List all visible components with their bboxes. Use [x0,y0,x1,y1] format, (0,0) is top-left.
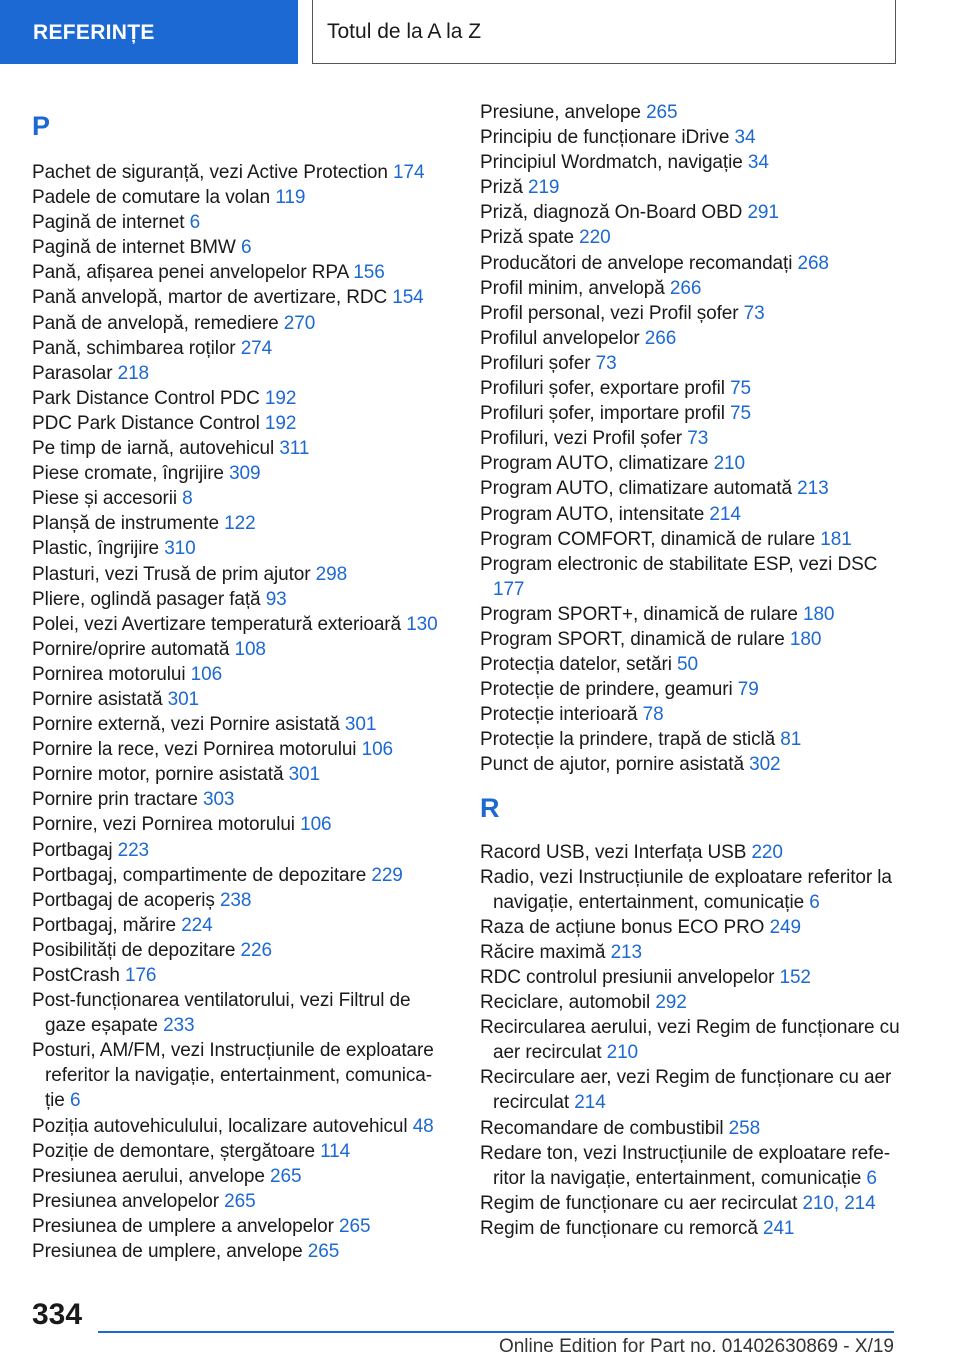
index-entry [32,913,442,938]
page-link[interactable]: 78 [642,704,664,726]
page-link[interactable]: 34 [747,152,769,174]
index-entry [480,225,900,250]
index-entry [32,210,442,235]
index-entry [480,940,900,965]
entry-text: Piese cromate, îngrijire [32,463,224,485]
index-entry [32,787,442,812]
index-entry [480,326,900,351]
page-link[interactable]: 213 [797,478,829,500]
edition-note: Online Edition for Part no. 01402630869 - X/19 [498,1336,894,1357]
entry-text: Protecție de prindere, geamuri [480,679,733,701]
entry-text: Park Distance Control PDC [32,387,260,409]
page-link[interactable]: 265 [307,1241,340,1263]
index-entry [480,451,900,476]
index-entry [480,990,900,1015]
page-link[interactable]: 268 [797,252,829,274]
page-link[interactable]: 75 [730,378,751,400]
page-link[interactable]: 223 [117,839,150,861]
entry-text: Profilul anvelopelor [480,327,640,349]
index-column-left [32,100,442,1264]
page-link[interactable]: 265 [646,102,678,123]
entry-text: Program COMFORT, dinamică de rulare [480,528,816,550]
index-letter-r: R [480,792,500,823]
page-link[interactable]: 233 [163,1015,195,1037]
index-entry [32,361,442,386]
index-entry [480,301,900,326]
index-entry [480,100,900,125]
page-link[interactable]: 181 [820,528,852,550]
entry-text: Pană anvelopă, martor de avertizare, RDC [32,287,388,309]
entry-text: Priză spate [480,227,574,249]
entry-text: Pe timp de iarnă, autovehicul [32,438,275,460]
page-link[interactable]: 292 [655,992,687,1014]
index-entry [32,311,442,336]
entry-text: Polei, vezi Avertizare temperatură exterioară [32,613,401,635]
entry-text: Pornire externă, vezi Pornire asistată [32,714,340,736]
index-entry [480,1116,900,1141]
entry-text: Program AUTO, climatizare [480,453,709,475]
index-entry [480,652,900,677]
index-entry [32,938,442,963]
entry-text: Program electronic de stabilitate ESP, vezi DSC [480,553,878,575]
entry-text: Recomandare de combustibil [480,1117,724,1139]
page-link[interactable]: 79 [737,679,759,701]
page-link[interactable]: 6 [809,891,820,913]
index-entry [480,175,900,200]
page-link[interactable]: 249 [769,916,801,938]
page-link[interactable]: 93 [265,588,287,610]
entry-text: Pornire, vezi Pornirea motorului [32,814,295,836]
entry-text: Presiunea de umplere a anvelopelor [32,1215,334,1237]
page-link[interactable]: 274 [240,337,273,359]
entry-text: Presiunea de umplere, anvelope [32,1241,303,1263]
entry-text: Portbagaj, mărire [32,914,177,936]
page-link[interactable]: 298 [315,563,348,585]
index-entry [32,160,442,185]
page-link[interactable]: 265 [339,1215,371,1237]
index-entry [32,461,442,486]
page-link[interactable]: 75 [730,403,751,425]
footer-divider [98,1331,894,1333]
entry-text: Presiunea aerului, anvelope [32,1165,265,1187]
index-entry [480,276,900,301]
index-entry [32,737,442,762]
page-link[interactable]: 106 [300,814,332,836]
page-link[interactable]: 301 [288,764,320,786]
page-link[interactable]: 210, 214 [802,1192,876,1214]
entry-text: Presiune, anvelope [480,102,641,123]
entry-text: Profiluri, vezi Profil șofer [480,428,683,450]
page-link[interactable]: 34 [734,127,756,149]
index-entry [480,627,900,652]
page-link[interactable]: 241 [763,1217,795,1239]
index-entry [32,235,442,260]
page-link[interactable]: 152 [779,967,811,988]
entry-text: Profil minim, anvelopă [480,277,665,299]
index-entry [32,888,442,913]
page-link[interactable]: 301 [344,714,377,736]
page-link[interactable]: 226 [240,939,272,961]
entry-text: Recircularea aerului, vezi Regim de funcționare cu aer recirculat [480,1017,900,1064]
index-entry [480,1141,900,1191]
entry-text: Pagină de internet BMW [32,237,236,259]
index-entry [32,838,442,863]
page-link[interactable]: 302 [749,754,781,776]
entry-text: Poziție de demontare, ștergătoare [32,1140,315,1162]
index-entry [32,963,442,988]
index-entry [32,1189,442,1214]
entry-text: Priză [480,177,523,199]
index-entry [32,762,442,787]
entry-text: Pană, afișarea penei anvelopelor RPA [32,262,349,284]
page-link[interactable]: 180 [803,603,835,625]
page-link[interactable]: 309 [229,463,261,485]
index-entry [32,712,442,737]
entry-text: Pornirea motorului [32,663,186,685]
page-link[interactable]: 73 [687,428,709,450]
index-entry [480,865,900,915]
page-link[interactable]: 265 [270,1165,302,1187]
entry-text: Plasturi, vezi Trusă de prim ajutor [32,563,311,585]
entry-text: Program SPORT, dinamică de rulare [480,628,785,650]
page-link[interactable]: 106 [361,739,394,761]
index-entry [480,125,900,150]
index-entry [32,1139,442,1164]
index-entry [32,1114,442,1139]
page-link[interactable]: 154 [392,287,424,309]
index-entry [32,285,442,310]
entry-text: Padele de comutare la volan [32,187,271,209]
index-entry [32,436,442,461]
index-entry [480,426,900,451]
index-entry [32,536,442,561]
page-link[interactable]: 130 [406,613,438,635]
index-entry [480,251,900,276]
entry-text: Racord USB, vezi Interfața USB [480,841,747,863]
entry-text: Pachet de siguranță, vezi Active Protection [32,162,388,183]
index-entry [32,587,442,612]
index-entry [32,687,442,712]
entry-text: Pornire/oprire automată [32,638,230,660]
index-entry [480,702,900,727]
page-link[interactable]: 6 [240,237,252,259]
page-link[interactable]: 73 [595,352,617,374]
page-link[interactable]: 106 [190,663,223,685]
entry-text: Principiu de funcționare iDrive [480,127,730,149]
page-link[interactable]: 6 [866,1167,877,1189]
index-entry [32,637,442,662]
index-entry [480,677,900,702]
entry-text: Portbagaj de acoperiș [32,889,215,911]
index-entry [32,1214,442,1239]
index-entry [480,915,900,940]
entry-text: Poziția autovehiculului, localizare autovehicul [32,1115,408,1137]
index-entry [32,812,442,837]
index-entry [480,351,900,376]
page-link[interactable]: 210 [713,453,745,475]
page-link[interactable]: 291 [747,202,779,224]
entry-text: Priză, diagnoză On-Board OBD [480,202,743,224]
index-entry [32,260,442,285]
page-link[interactable]: 114 [320,1140,351,1162]
entry-text: Protecția datelor, setări [480,654,672,676]
entry-text: Punct de ajutor, pornire asistată [480,754,744,776]
index-entry [480,1216,900,1241]
entry-text: Pornire motor, pornire asistată [32,764,284,786]
index-entry [480,150,900,175]
index-entry [32,863,442,888]
entry-text: Parasolar [32,362,113,384]
entry-text: Protecție la prindere, trapă de sticlă [480,729,776,751]
page-link[interactable]: 122 [224,513,256,535]
index-entry [32,562,442,587]
index-entry [32,411,442,436]
entry-text: Producători de anvelope recomandați [480,252,793,274]
entry-text: Plastic, îngrijire [32,538,160,560]
page-link[interactable]: 301 [167,688,200,710]
index-entry [480,376,900,401]
entry-text: Post-funcționarea ventilatorului, vezi Filtrul de gaze eșapate [32,990,411,1037]
entry-text: Profiluri șofer, exportare profil [480,378,725,400]
index-entry-list [480,840,900,1242]
index-entry [480,401,900,426]
page-link[interactable]: 265 [224,1190,256,1212]
page-link[interactable]: 177 [493,578,525,600]
index-entry [480,752,900,777]
entry-text: Profiluri șofer [480,352,591,374]
index-entry [480,527,900,552]
index-letter-p: P [32,111,51,141]
page-number: 334 [32,1298,83,1331]
index-column-right [480,100,900,1241]
page-link[interactable]: 180 [789,628,822,650]
header-bar [0,0,960,64]
entry-text: Recirculare aer, vezi Regim de funcționare cu aer recirculat [480,1067,892,1114]
index-entry [480,200,900,225]
index-entry [32,1038,442,1113]
index-entry [32,1164,442,1189]
index-entry [480,602,900,627]
page-link[interactable]: 220 [751,841,783,863]
entry-text: Regim de funcționare cu aer recirculat [480,1192,798,1214]
entry-text: Pagină de internet [32,212,185,234]
entry-text: Program AUTO, intensitate [480,503,705,525]
entry-text: Piese și accesorii [32,488,177,510]
page-link[interactable]: 266 [669,277,702,299]
page-link[interactable]: 48 [412,1115,434,1137]
page-link[interactable]: 174 [393,162,425,183]
page-link[interactable]: 192 [264,412,297,434]
index-entry [32,185,442,210]
page-link[interactable]: 214 [709,503,741,525]
page-link[interactable]: 219 [527,177,560,199]
index-entry [480,502,900,527]
entry-text: RDC controlul presiunii anvelopelor [480,967,775,988]
entry-text: Posturi, AM/FM, vezi Instrucțiunile de exploatare referitor la navigație, entertainment, comunicație [32,1040,434,1112]
entry-text: Pornire prin tractare [32,789,198,811]
page-link[interactable]: 81 [780,729,802,751]
index-entry-list [480,100,900,778]
page-link[interactable]: 311 [279,438,310,460]
entry-text: PostCrash [32,965,120,986]
index-entry [32,511,442,536]
entry-text: Raza de acțiune bonus ECO PRO [480,916,765,938]
page-link[interactable]: 210 [606,1042,639,1064]
entry-text: Pană de anvelopă, remediere [32,312,279,334]
page-link[interactable]: 303 [203,789,235,811]
page-link[interactable]: 213 [610,941,642,963]
entry-text: Pană, schimbarea roților [32,337,236,359]
page-link[interactable]: 6 [69,1090,81,1112]
entry-text: Profil personal, vezi Profil șofer [480,302,739,324]
index-entry [32,988,442,1038]
index-entry [480,1065,900,1115]
page-link[interactable]: 270 [283,312,316,334]
page-link[interactable]: 220 [579,227,611,249]
page-link[interactable]: 156 [353,262,385,284]
entry-text: Regim de funcționare cu remorcă [480,1217,758,1239]
page-link[interactable]: 108 [234,638,266,660]
index-entry [480,476,900,501]
entry-text: Portbagaj, compartimente de depozitare [32,864,367,886]
index-entry [32,336,442,361]
entry-text: Pornire la rece, vezi Pornirea motorului [32,739,357,761]
entry-text: Pliere, oglindă pasager față [32,588,261,610]
index-entry [480,965,900,990]
page-link[interactable]: 119 [275,187,306,209]
entry-text: Profiluri șofer, importare profil [480,403,725,425]
entry-text: Reciclare, automobil [480,992,651,1014]
page-link[interactable]: 6 [189,212,201,234]
page-link[interactable]: 229 [371,864,403,886]
entry-text: Protecție interioară [480,704,638,726]
entry-text: Planșă de instrumente [32,513,219,535]
page-link[interactable]: 310 [164,538,196,560]
section-tab[interactable]: REFERINȚE [0,0,298,64]
entry-text: Radio, vezi Instrucțiunile de exploatare referitor la navigație, entertainment, comunicație [480,866,892,913]
entry-text: Principiul Wordmatch, navigație [480,152,743,174]
entry-text: PDC Park Distance Control [32,412,260,434]
index-entry [480,727,900,752]
page-link[interactable]: 238 [219,889,252,911]
entry-text: Portbagaj [32,839,113,861]
page-link[interactable]: 218 [117,362,150,384]
index-entry-list [32,160,442,1264]
entry-text: Program SPORT+, dinamică de rulare [480,603,798,625]
entry-text: Redare ton, vezi Instrucțiunile de exploatare referitor la navigație, entertainment, comunicație [480,1142,891,1189]
topic-tab[interactable]: Totul de la A la Z [312,0,896,64]
page-link[interactable]: 224 [181,914,213,936]
index-entry [480,1191,900,1216]
entry-text: Pornire asistată [32,688,163,710]
index-entry [32,662,442,687]
index-entry [32,386,442,411]
index-entry [480,552,900,602]
page-link[interactable]: 176 [125,965,157,986]
entry-text: Răcire maximă [480,941,606,963]
page-link[interactable]: 8 [182,488,193,510]
entry-text: Presiunea anvelopelor [32,1190,219,1212]
page-link[interactable]: 192 [264,387,297,409]
page-link[interactable]: 73 [743,302,765,324]
entry-text: Program AUTO, climatizare automată [480,478,792,500]
index-entry [32,1239,442,1264]
entry-text: Posibilități de depozitare [32,939,236,961]
page-link[interactable]: 50 [677,654,698,676]
page-link[interactable]: 258 [728,1117,761,1139]
index-entry [32,612,442,637]
index-entry [480,1015,900,1065]
page-link[interactable]: 214 [574,1092,606,1114]
index-entry [480,840,900,865]
page-link[interactable]: 266 [644,327,677,349]
index-entry [32,486,442,511]
